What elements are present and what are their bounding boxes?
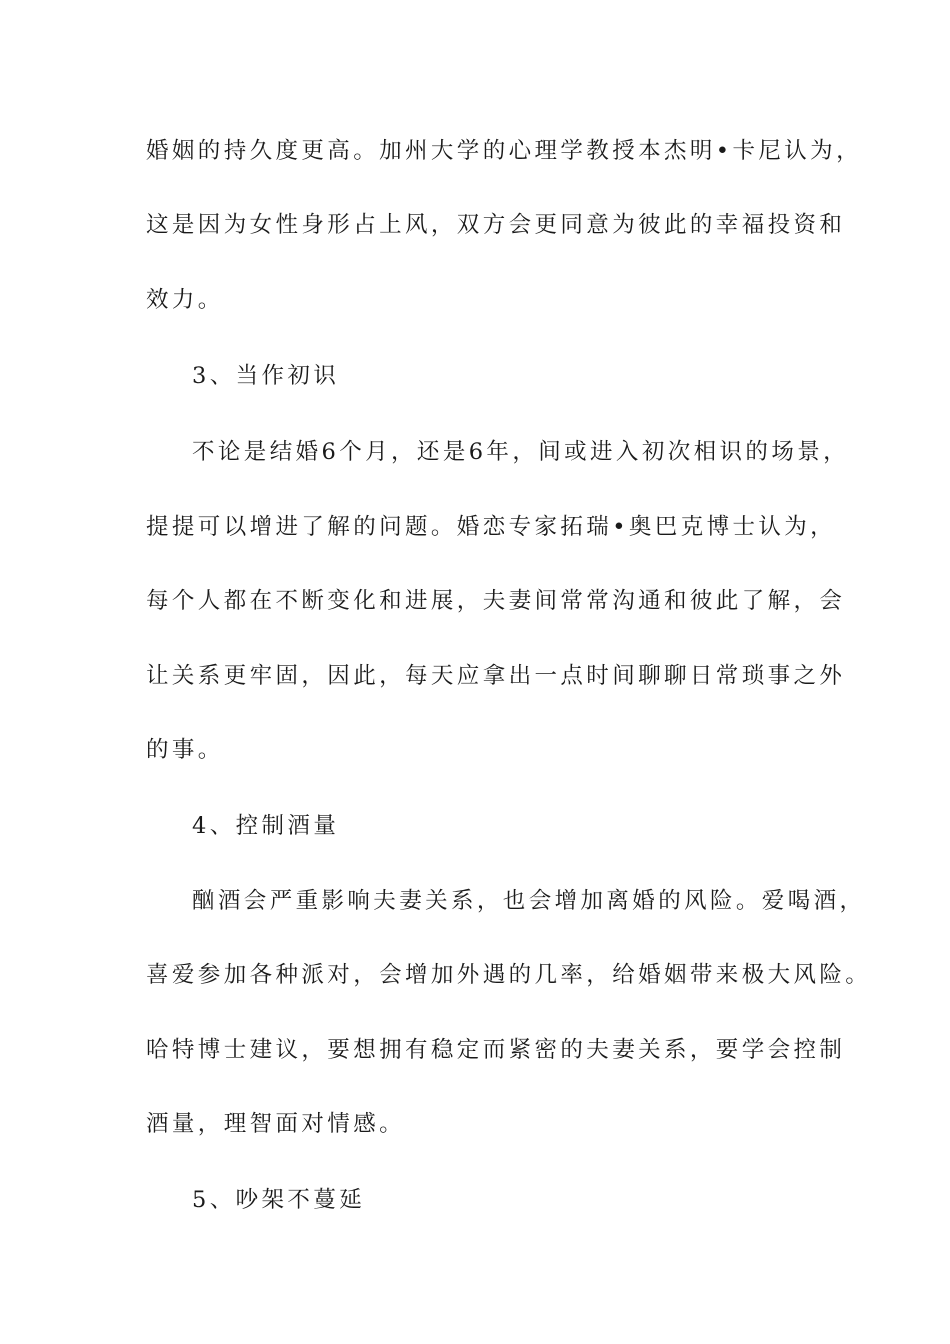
- section-heading: 5、吵架不蔓延: [192, 1187, 366, 1213]
- paragraph-line: 酒量，理智面对情感。: [146, 1111, 406, 1137]
- paragraph-line: 让关系更牢固，因此，每天应拿出一点时间聊聊日常琐事之外: [146, 663, 846, 689]
- paragraph-line: 效力。: [146, 287, 224, 313]
- paragraph-line: 酗酒会严重影响夫妻关系，也会增加离婚的风险。爱喝酒，: [192, 888, 866, 914]
- paragraph-line: 婚姻的持久度更高。加州大学的心理学教授本杰明•卡尼认为，: [146, 138, 862, 164]
- section-heading: 3、当作初识: [192, 363, 340, 389]
- paragraph-line: 不论是结婚6个月，还是6年，间或进入初次相识的场景，: [192, 439, 850, 465]
- paragraph-line: 每个人都在不断变化和进展，夫妻间常常沟通和彼此了解，会: [146, 588, 846, 614]
- paragraph-line: 的事。: [146, 737, 224, 763]
- paragraph-line: 提提可以增进了解的问题。婚恋专家拓瑞•奥巴克博士认为，: [146, 514, 837, 540]
- section-heading: 4、控制酒量: [192, 813, 340, 839]
- paragraph-line: 哈特博士建议，要想拥有稳定而紧密的夫妻关系，要学会控制: [146, 1037, 846, 1063]
- paragraph-line: 喜爱参加各种派对，会增加外遇的几率，给婚姻带来极大风险。: [146, 962, 872, 988]
- paragraph-line: 这是因为女性身形占上风，双方会更同意为彼此的幸福投资和: [146, 212, 846, 238]
